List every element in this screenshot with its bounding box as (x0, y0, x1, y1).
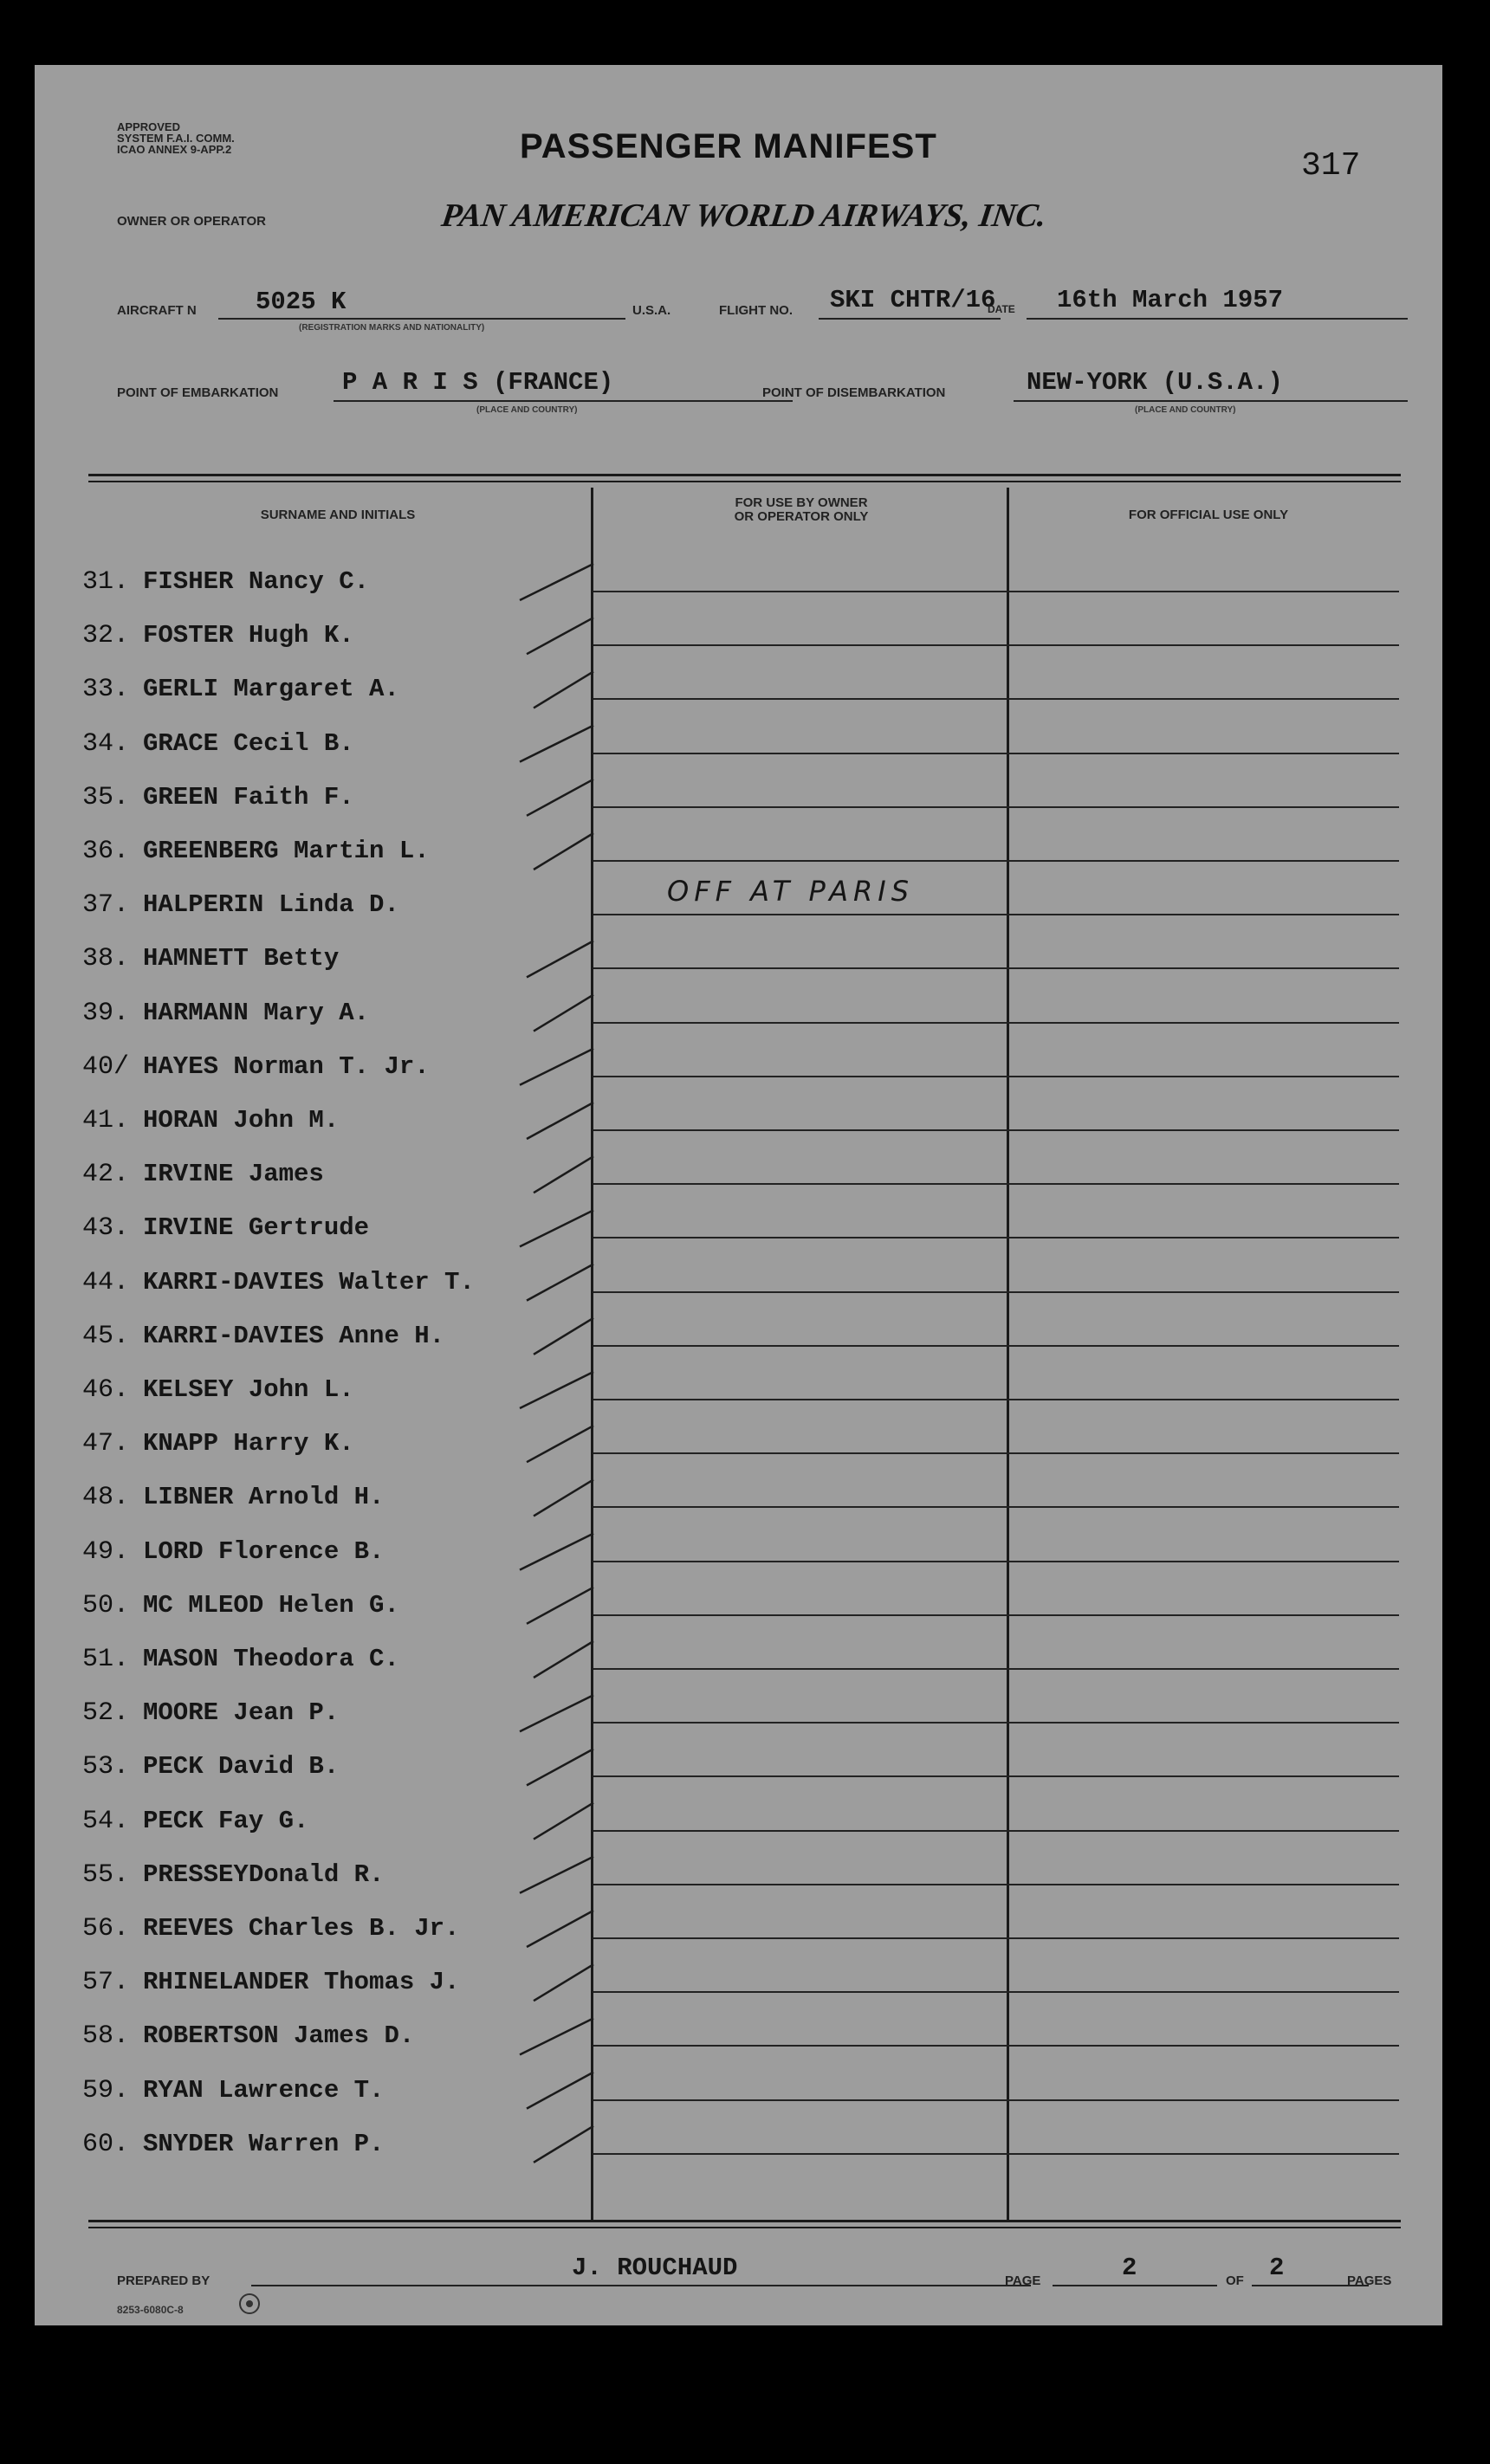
passenger-name: GREEN Faith F. (143, 782, 354, 812)
pages-label: PAGES (1347, 2273, 1392, 2288)
passenger-number: 51. (82, 1645, 130, 1674)
disembarkation-value: NEW-YORK (U.S.A.) (1027, 368, 1283, 397)
passenger-name: PECK David B. (143, 1752, 340, 1782)
passenger-number: 43. (82, 1213, 130, 1244)
check-mark (520, 564, 593, 600)
check-mark (527, 1749, 593, 1785)
passenger-name: LORD Florence B. (143, 1536, 385, 1566)
passenger-name: FOSTER Hugh K. (143, 621, 354, 650)
check-mark (527, 1426, 593, 1462)
check-mark (534, 1964, 593, 2001)
passenger-number: 32. (82, 621, 130, 651)
passenger-number: 49. (82, 1536, 130, 1567)
prepared-by-underline (251, 2285, 1031, 2286)
passenger-number: 33. (82, 675, 130, 705)
passenger-name: HAYES Norman T. Jr. (143, 1051, 430, 1081)
of-label: OF (1226, 2273, 1244, 2288)
sheet-number: 317 (1301, 147, 1361, 184)
passenger-number: 36. (82, 837, 130, 866)
passenger-name: KARRI-DAVIES Walter T. (143, 1267, 475, 1297)
passenger-name: HAMNETT Betty (143, 944, 340, 973)
check-mark (534, 1156, 593, 1193)
passenger-name: KARRI-DAVIES Anne H. (143, 1321, 445, 1350)
check-mark (534, 671, 593, 708)
passenger-number: 38. (82, 944, 130, 974)
passenger-name: RYAN Lawrence T. (143, 2075, 385, 2105)
passenger-number: 52. (82, 1698, 130, 1729)
embarkation-sublabel: (PLACE AND COUNTRY) (476, 405, 578, 415)
passenger-name: IRVINE James (143, 1160, 324, 1189)
passenger-name: HARMANN Mary A. (143, 998, 370, 1027)
passenger-name: MC MLEOD Helen G. (143, 1590, 399, 1620)
passenger-name: GERLI Margaret A. (143, 675, 399, 704)
passenger-name: KNAPP Harry K. (143, 1429, 354, 1458)
date-value: 16th March 1957 (1057, 286, 1284, 314)
check-mark (527, 1588, 593, 1624)
check-mark (520, 1695, 593, 1731)
prepared-by-value: J. ROUCHAUD (572, 2254, 738, 2282)
aircraft-label: AIRCRAFT N (117, 303, 197, 318)
check-mark (520, 1534, 593, 1570)
check-mark (534, 1479, 593, 1516)
passenger-name: FISHER Nancy C. (143, 567, 370, 596)
passenger-number: 42. (82, 1160, 130, 1190)
passenger-name: MOORE Jean P. (143, 1698, 340, 1728)
passenger-number: 56. (82, 1914, 130, 1943)
embarkation-label: POINT OF EMBARKATION (117, 385, 279, 400)
passenger-name: HORAN John M. (143, 1106, 340, 1135)
page-value: 2 (1122, 2254, 1137, 2282)
passenger-number: 35. (82, 782, 130, 812)
check-mark (527, 2073, 593, 2109)
check-mark (534, 1318, 593, 1355)
check-mark (534, 1803, 593, 1840)
check-mark (527, 618, 593, 654)
check-mark (527, 1103, 593, 1139)
embarkation-value: P A R I S (FRANCE) (342, 368, 614, 397)
check-mark (520, 2018, 593, 2054)
passenger-name: RHINELANDER Thomas J. (143, 1968, 460, 1997)
passenger-number: 45. (82, 1321, 130, 1351)
check-mark (520, 1372, 593, 1408)
disembarkation-label: POINT OF DISEMBARKATION (762, 385, 946, 400)
aircraft-value: 5025 K (256, 288, 347, 316)
manifest-sheet (35, 65, 1442, 2325)
flight-label: FLIGHT NO. (719, 303, 793, 318)
handwritten-note: OFF AT PARIS (667, 875, 915, 908)
disembarkation-sublabel: (PLACE AND COUNTRY) (1135, 405, 1236, 415)
form-code: 8253-6080C-8 (117, 2304, 184, 2316)
gpo-seal-icon (236, 2293, 263, 2315)
passenger-number: 60. (82, 2129, 130, 2159)
aircraft-sublabel: (REGISTRATION MARKS AND NATIONALITY) (299, 323, 485, 333)
passenger-name: MASON Theodora C. (143, 1645, 399, 1673)
passenger-name: PECK Fay G. (143, 1806, 309, 1835)
passenger-number: 41. (82, 1106, 130, 1135)
passenger-name: HALPERIN Linda D. (143, 890, 399, 920)
airline-name: PAN AMERICAN WORLD AIRWAYS, INC. (439, 197, 1049, 234)
check-mark (534, 833, 593, 870)
passenger-number: 46. (82, 1375, 130, 1405)
check-mark (520, 1049, 593, 1085)
table-bottom-rule (88, 2220, 1401, 2222)
passenger-name: KELSEY John L. (143, 1375, 354, 1404)
check-mark (534, 2126, 593, 2163)
passenger-number: 55. (82, 1859, 130, 1890)
passenger-number: 48. (82, 1483, 130, 1513)
page-underline (1053, 2285, 1217, 2286)
passenger-number: 34. (82, 728, 130, 759)
owner-label: OWNER OR OPERATOR (117, 214, 266, 229)
passenger-name: IRVINE Gertrude (143, 1213, 370, 1243)
page-label: PAGE (1005, 2273, 1041, 2288)
passenger-name: LIBNER Arnold H. (143, 1483, 385, 1512)
passenger-number: 53. (82, 1752, 130, 1782)
flight-value: SKI CHTR/16 (830, 286, 996, 314)
passenger-number: 31. (82, 567, 130, 597)
check-marks (35, 65, 1442, 2325)
passenger-number: 57. (82, 1968, 130, 1998)
check-mark (534, 1641, 593, 1678)
check-mark (527, 941, 593, 977)
column-header-owner-use: FOR USE BY OWNER OR OPERATOR ONLY (734, 495, 869, 524)
check-mark (527, 1264, 593, 1301)
approval-stamp-text: APPROVED SYSTEM F.A.I. COMM. ICAO ANNEX 9-APP.2 (117, 120, 235, 156)
check-mark (520, 1857, 593, 1893)
check-mark (534, 995, 593, 1032)
passenger-number: 44. (82, 1267, 130, 1297)
passenger-name: ROBERTSON James D. (143, 2021, 415, 2051)
column-header-surname: SURNAME AND INITIALS (260, 508, 416, 522)
passenger-name: PRESSEYDonald R. (143, 1859, 385, 1889)
passenger-name: GREENBERG Martin L. (143, 837, 430, 865)
prepared-by-label: PREPARED BY (117, 2273, 211, 2288)
passenger-number: 58. (82, 2021, 130, 2052)
passenger-number: 39. (82, 998, 130, 1028)
check-mark (527, 1911, 593, 1947)
usa-label: U.S.A. (632, 303, 671, 318)
check-mark (520, 726, 593, 762)
page-title: PASSENGER MANIFEST (520, 127, 937, 165)
check-mark (520, 1210, 593, 1246)
passenger-number: 47. (82, 1429, 130, 1459)
passenger-number: 54. (82, 1806, 130, 1836)
table-bottom-rule-2 (88, 2227, 1401, 2228)
check-mark (527, 779, 593, 816)
passenger-number: 40/ (82, 1051, 130, 1082)
date-label: DATE (988, 303, 1015, 315)
passenger-number: 37. (82, 890, 130, 921)
of-value: 2 (1269, 2254, 1285, 2282)
column-header-official-use: FOR OFFICIAL USE ONLY (1128, 508, 1289, 522)
passenger-name: REEVES Charles B. Jr. (143, 1914, 460, 1943)
passenger-number: 50. (82, 1590, 130, 1620)
passenger-name: GRACE Cecil B. (143, 728, 354, 758)
passenger-name: SNYDER Warren P. (143, 2129, 385, 2158)
passenger-number: 59. (82, 2075, 130, 2105)
